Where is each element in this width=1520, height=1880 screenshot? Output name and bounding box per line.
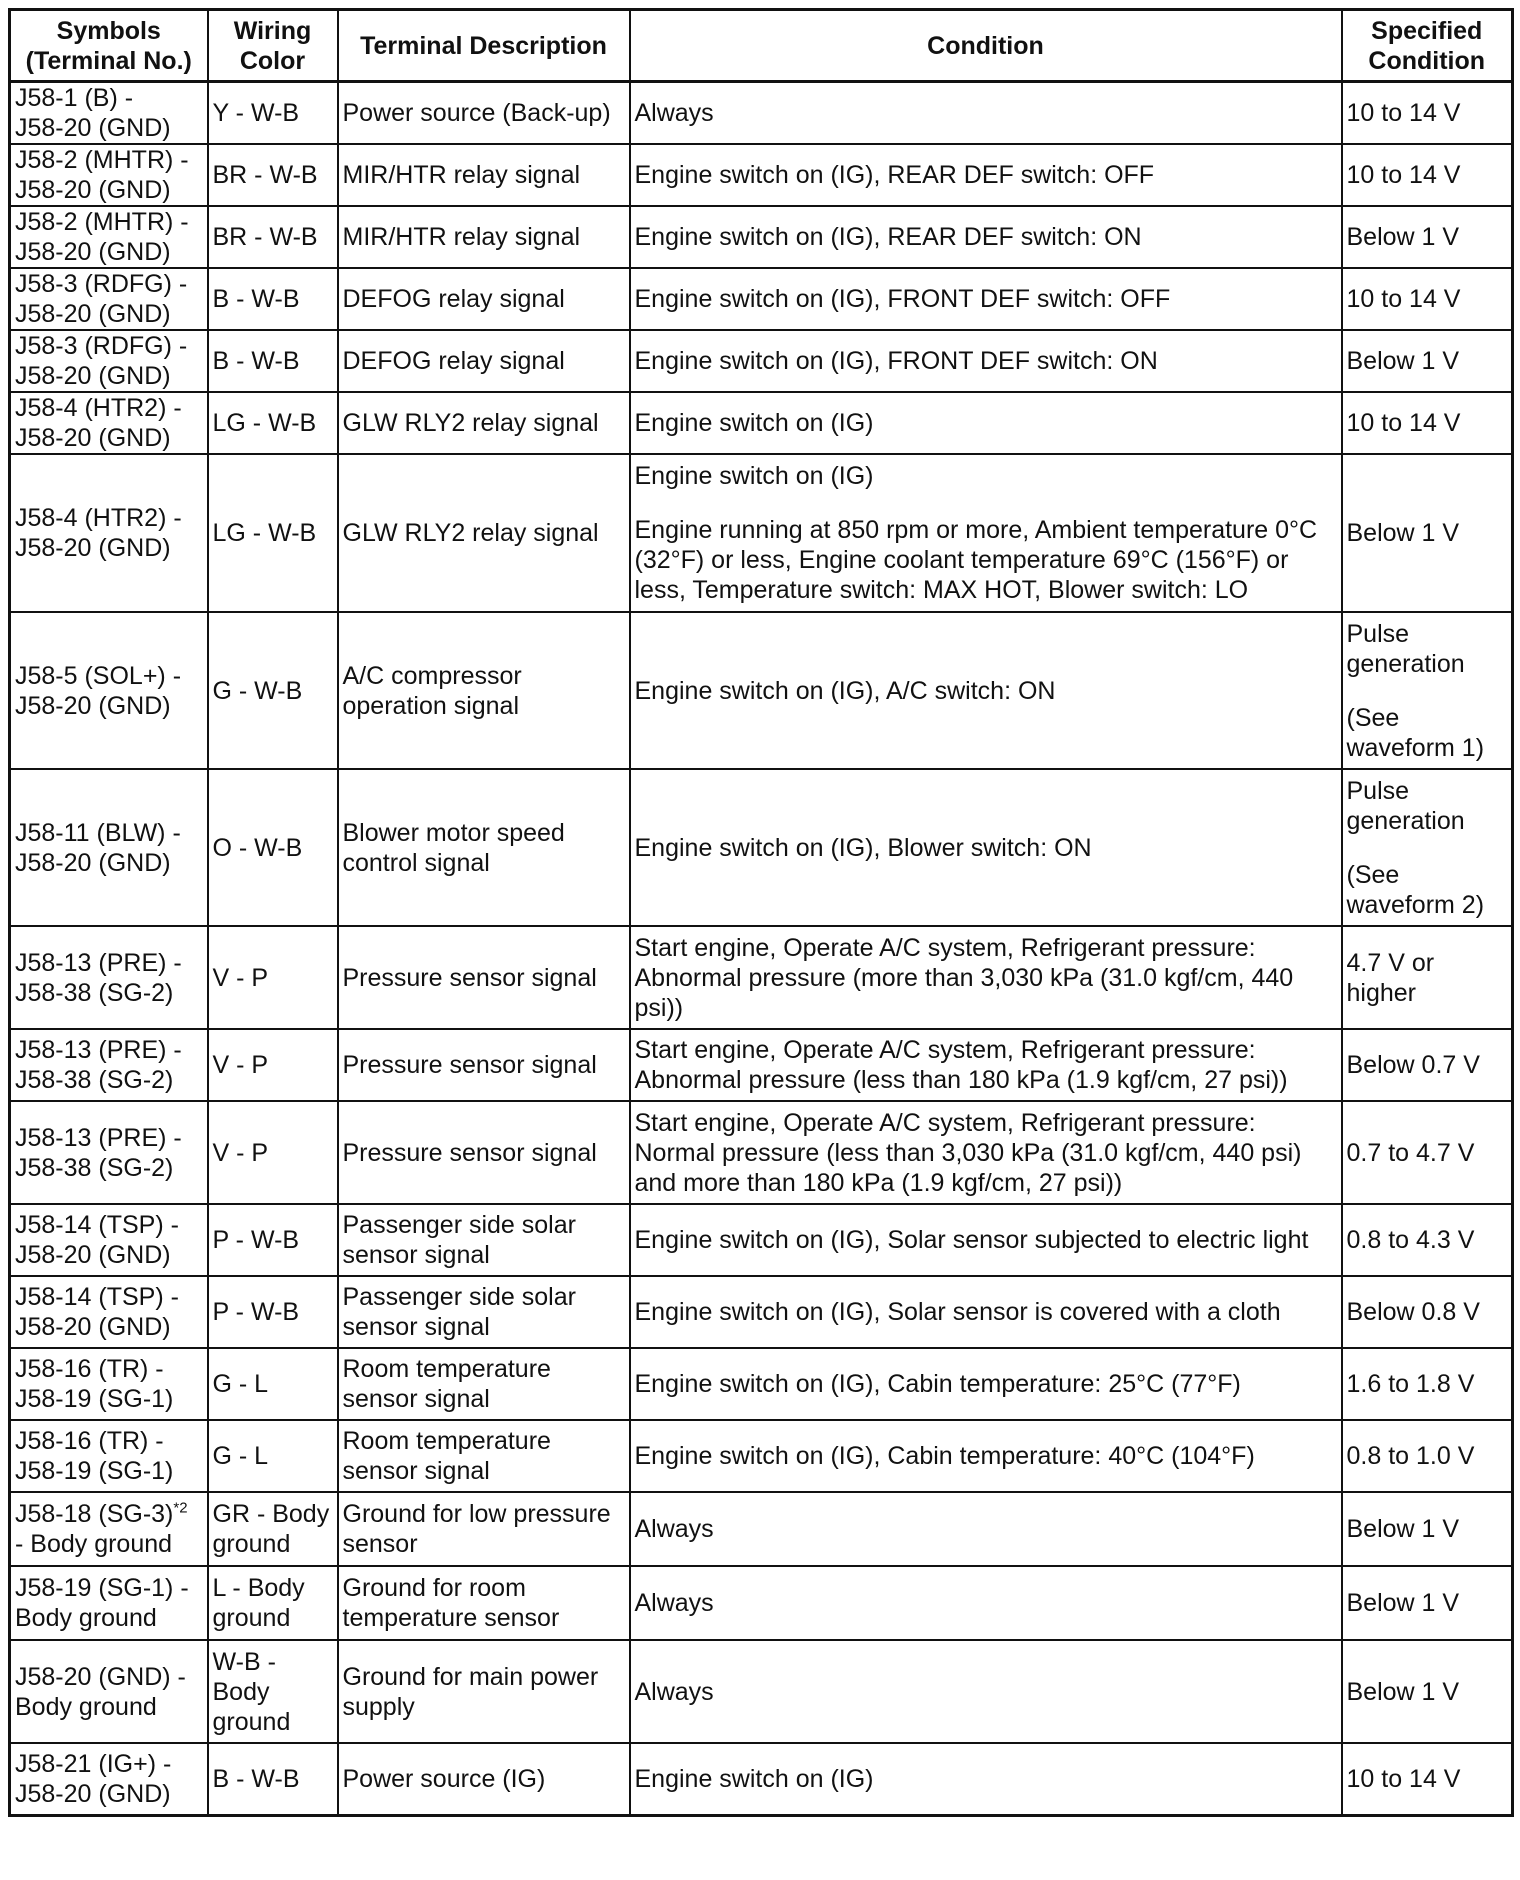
cell-symbols: J58-19 (SG-1) - Body ground [10, 1566, 208, 1640]
terminal-spec-table [8, 8, 1514, 1817]
terminal-spec-sheet [8, 8, 1514, 1817]
footnote-marker: *2 [173, 1499, 188, 1517]
cell-description: Blower motor speed control signal [338, 769, 630, 926]
cell-condition: Engine switch on (IG), Solar sensor is covered with a cloth [630, 1276, 1342, 1348]
cell-condition: Engine switch on (IG) [630, 392, 1342, 454]
cell-condition: Engine switch on (IG), A/C switch: ON [630, 612, 1342, 769]
cell-description: MIR/HTR relay signal [338, 144, 630, 206]
cell-description: Passenger side solar sensor signal [338, 1276, 630, 1348]
cell-description: Pressure sensor signal [338, 1101, 630, 1204]
header-condition: Condition [630, 10, 1342, 82]
cell-specified: 10 to 14 V [1342, 392, 1513, 454]
cell-symbols: J58-20 (GND) - Body ground [10, 1640, 208, 1743]
cell-description: Power source (Back-up) [338, 82, 630, 145]
cell-condition: Engine switch on (IG), FRONT DEF switch: ON [630, 330, 1342, 392]
cell-description: Power source (IG) [338, 1743, 630, 1815]
cell-condition: Engine switch on (IG) [630, 1743, 1342, 1815]
cell-wiring: O - W-B [208, 769, 338, 926]
table-row [10, 926, 1513, 1029]
cell-wiring: G - L [208, 1348, 338, 1420]
cell-specified: 1.6 to 1.8 V [1342, 1348, 1513, 1420]
cell-wiring: P - W-B [208, 1276, 338, 1348]
cell-wiring: P - W-B [208, 1204, 338, 1276]
cell-specified: Below 0.8 V [1342, 1276, 1513, 1348]
cell-description: A/C compressor operation signal [338, 612, 630, 769]
header-terminal-description: Terminal Description [338, 10, 630, 82]
cell-specified: Below 0.7 V [1342, 1029, 1513, 1101]
cell-wiring: G - L [208, 1420, 338, 1492]
cell-description: Passenger side solar sensor signal [338, 1204, 630, 1276]
cell-wiring: LG - W-B [208, 454, 338, 612]
cell-symbols: J58-14 (TSP) - J58-20 (GND) [10, 1204, 208, 1276]
cell-symbols: J58-1 (B) - J58-20 (GND) [10, 82, 208, 145]
cell-specified: Below 1 V [1342, 1640, 1513, 1743]
cell-wiring: V - P [208, 1029, 338, 1101]
cell-specified: 4.7 V or higher [1342, 926, 1513, 1029]
cell-wiring: G - W-B [208, 612, 338, 769]
cell-specified: 10 to 14 V [1342, 82, 1513, 145]
cell-wiring: B - W-B [208, 1743, 338, 1815]
cell-wiring: L - Body ground [208, 1566, 338, 1640]
cell-specified: Below 1 V [1342, 330, 1513, 392]
cell-symbols: J58-13 (PRE) - J58-38 (SG-2) [10, 1029, 208, 1101]
cell-symbols: J58-5 (SOL+) - J58-20 (GND) [10, 612, 208, 769]
cell-description: MIR/HTR relay signal [338, 206, 630, 268]
table-row [10, 82, 1513, 145]
cell-specified: Pulse generation (See waveform 1) [1342, 612, 1513, 769]
cell-description: Ground for low pressure sensor [338, 1492, 630, 1566]
cell-description: Room temperature sensor signal [338, 1420, 630, 1492]
cell-symbols: J58-4 (HTR2) - J58-20 (GND) [10, 392, 208, 454]
cell-symbols: J58-13 (PRE) - J58-38 (SG-2) [10, 1101, 208, 1204]
cell-wiring: V - P [208, 926, 338, 1029]
table-row [10, 268, 1513, 330]
cell-description: Pressure sensor signal [338, 926, 630, 1029]
cell-description: Pressure sensor signal [338, 1029, 630, 1101]
cell-wiring: BR - W-B [208, 144, 338, 206]
cell-condition: Engine switch on (IG), Cabin temperature: 40°C (104°F) [630, 1420, 1342, 1492]
cell-specified: Below 1 V [1342, 206, 1513, 268]
cell-condition: Always [630, 1492, 1342, 1566]
cell-specified: 0.8 to 1.0 V [1342, 1420, 1513, 1492]
cell-condition: Engine switch on (IG), Solar sensor subjected to electric light [630, 1204, 1342, 1276]
cell-condition: Engine switch on (IG) Engine running at 850 rpm or more, Ambient temperature 0°C (32°F) or less, Engine coolant temperature 69°C (156°F) or less, Temperature switch: MAX HOT, Blower switch: LO [630, 454, 1342, 612]
cell-condition: Engine switch on (IG), REAR DEF switch: ON [630, 206, 1342, 268]
header-symbols: Symbols (Terminal No.) [10, 10, 208, 82]
cell-symbols: J58-13 (PRE) - J58-38 (SG-2) [10, 926, 208, 1029]
cell-specified: Pulse generation (See waveform 2) [1342, 769, 1513, 926]
table-row [10, 1029, 1513, 1101]
cell-symbols: J58-3 (RDFG) - J58-20 (GND) [10, 268, 208, 330]
cell-wiring: BR - W-B [208, 206, 338, 268]
cell-symbols: J58-3 (RDFG) - J58-20 (GND) [10, 330, 208, 392]
cell-symbols: J58-11 (BLW) - J58-20 (GND) [10, 769, 208, 926]
table-row [10, 1566, 1513, 1640]
table-row [10, 454, 1513, 612]
cell-condition: Engine switch on (IG), FRONT DEF switch: OFF [630, 268, 1342, 330]
cell-wiring: LG - W-B [208, 392, 338, 454]
table-row [10, 1640, 1513, 1743]
cell-condition: Start engine, Operate A/C system, Refrigerant pressure: Abnormal pressure (less than 180 kPa (1.9 kgf/cm, 27 psi)) [630, 1029, 1342, 1101]
header-row [10, 10, 1513, 82]
cell-specified: 10 to 14 V [1342, 268, 1513, 330]
cell-specified: 0.7 to 4.7 V [1342, 1101, 1513, 1204]
table-row [10, 206, 1513, 268]
cell-specified: 10 to 14 V [1342, 144, 1513, 206]
table-row [10, 1204, 1513, 1276]
cell-symbols: J58-16 (TR) - J58-19 (SG-1) [10, 1420, 208, 1492]
cell-condition: Engine switch on (IG), REAR DEF switch: OFF [630, 144, 1342, 206]
table-row [10, 144, 1513, 206]
cell-condition: Start engine, Operate A/C system, Refrigerant pressure: Normal pressure (less than 3,030 kPa (31.0 kgf/cm, 440 psi) and more than 180 kPa (1.9 kgf/cm, 27 psi)) [630, 1101, 1342, 1204]
header-specified-condition: Specified Condition [1342, 10, 1513, 82]
cell-description: Ground for room temperature sensor [338, 1566, 630, 1640]
cell-condition: Start engine, Operate A/C system, Refrigerant pressure: Abnormal pressure (more than 3,030 kPa (31.0 kgf/cm, 440 psi)) [630, 926, 1342, 1029]
table-row [10, 1743, 1513, 1815]
table-row [10, 330, 1513, 392]
cell-specified: Below 1 V [1342, 454, 1513, 612]
cell-description: Room temperature sensor signal [338, 1348, 630, 1420]
cell-wiring: B - W-B [208, 268, 338, 330]
cell-symbols: J58-14 (TSP) - J58-20 (GND) [10, 1276, 208, 1348]
cell-symbols: J58-16 (TR) - J58-19 (SG-1) [10, 1348, 208, 1420]
cell-specified: 0.8 to 4.3 V [1342, 1204, 1513, 1276]
cell-symbols: J58-4 (HTR2) - J58-20 (GND) [10, 454, 208, 612]
cell-condition: Always [630, 1640, 1342, 1743]
table-row [10, 612, 1513, 769]
cell-description: Ground for main power supply [338, 1640, 630, 1743]
cell-wiring: Y - W-B [208, 82, 338, 145]
cell-description: GLW RLY2 relay signal [338, 454, 630, 612]
table-row [10, 1101, 1513, 1204]
cell-description: DEFOG relay signal [338, 330, 630, 392]
cell-condition: Engine switch on (IG), Cabin temperature: 25°C (77°F) [630, 1348, 1342, 1420]
cell-wiring: B - W-B [208, 330, 338, 392]
cell-description: GLW RLY2 relay signal [338, 392, 630, 454]
table-row [10, 1276, 1513, 1348]
cell-condition: Always [630, 82, 1342, 145]
table-row [10, 1348, 1513, 1420]
table-row [10, 769, 1513, 926]
cell-wiring: GR - Body ground [208, 1492, 338, 1566]
cell-description: DEFOG relay signal [338, 268, 630, 330]
cell-specified: 10 to 14 V [1342, 1743, 1513, 1815]
cell-condition: Always [630, 1566, 1342, 1640]
cell-wiring: V - P [208, 1101, 338, 1204]
cell-symbols: J58-2 (MHTR) - J58-20 (GND) [10, 206, 208, 268]
header-wiring-color: Wiring Color [208, 10, 338, 82]
cell-specified: Below 1 V [1342, 1566, 1513, 1640]
cell-symbols: J58-2 (MHTR) - J58-20 (GND) [10, 144, 208, 206]
table-row [10, 392, 1513, 454]
cell-specified: Below 1 V [1342, 1492, 1513, 1566]
cell-condition: Engine switch on (IG), Blower switch: ON [630, 769, 1342, 926]
table-row [10, 1492, 1513, 1566]
cell-symbols: J58-18 $(SG-3)^{*2}$ - Body ground [10, 1492, 208, 1566]
cell-symbols: J58-21 (IG+) - J58-20 (GND) [10, 1743, 208, 1815]
table-row [10, 1420, 1513, 1492]
cell-wiring: W-B - Body ground [208, 1640, 338, 1743]
